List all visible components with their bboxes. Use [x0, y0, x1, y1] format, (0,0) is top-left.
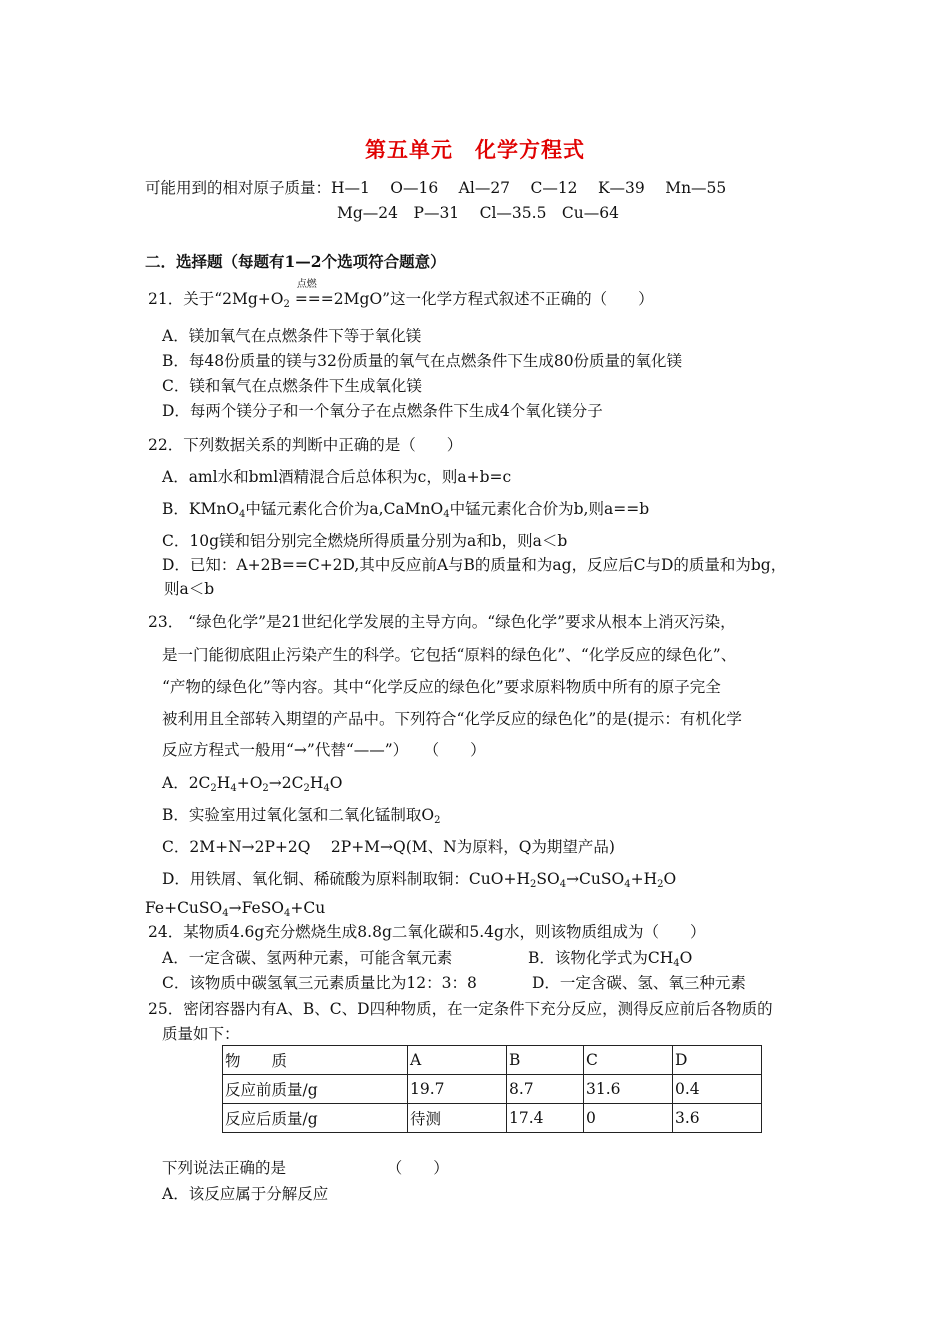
- q23-d2-t0: Fe+CuSO: [145, 899, 223, 917]
- q22-option-d-line2: 则a＜b: [164, 580, 215, 598]
- q24-option-a: A．一定含碳、氢两种元素，可能含氧元素: [162, 949, 453, 967]
- q23-option-d-line2: [145, 899, 325, 919]
- q23-d2-t4: +Cu: [290, 899, 326, 917]
- q21-eq: ==: [294, 290, 321, 308]
- q21-option-a: A．镁加氧气在点燃条件下等于氧化镁: [162, 327, 422, 345]
- table-cell: 待测: [408, 1104, 507, 1133]
- q23-a-t4: +O: [236, 774, 263, 792]
- table-cell: A: [408, 1046, 507, 1075]
- q22-option-d-line1: D．已知：A+2B==C+2D,其中反应前A与B的质量和为ag，反应后C与D的质量和为bg，: [162, 556, 787, 574]
- q23-line5: 反应方程式一般用“→”代替“——”） （ ）: [162, 741, 486, 759]
- q23-d-s3: 4: [559, 879, 567, 890]
- q23-a-t8: H: [309, 774, 324, 792]
- q22-b-part2: 中锰元素化合价为a,CaMnO: [245, 500, 444, 518]
- q23-a-s5: 2: [262, 783, 269, 794]
- q21-sub: 2: [283, 299, 290, 310]
- q23-d-s5: 4: [624, 879, 631, 890]
- q23-line2: 是一门能彻底阻止污染产生的科学。它包括“原料的绿色化”、“化学反应的绿色化”、: [162, 646, 737, 664]
- table-cell: 17.4: [507, 1104, 584, 1133]
- table-cell: C: [584, 1046, 673, 1075]
- atomic-mass-line2: Mg—24 P—31 Cl—35.5 Cu—64: [337, 204, 619, 222]
- q23-a-s3: 4: [230, 783, 237, 794]
- q22-b-sub2: 4: [443, 509, 450, 520]
- q22-b-part3: 中锰元素化合价为b,则a==b: [449, 500, 650, 518]
- table-row: [223, 1046, 762, 1075]
- q25-option-a: A．该反应属于分解反应: [162, 1185, 329, 1203]
- table-cell: 0.4: [673, 1075, 762, 1104]
- q21-condition-label: 点燃: [296, 279, 317, 290]
- q24-b-s1: 4: [673, 958, 680, 969]
- q23-option-a: [162, 771, 343, 794]
- q23-option-c: C．2M+N→2P+2Q 2P+M→Q(M、N为原料，Q为期望产品): [162, 838, 615, 856]
- q23-a-s7: 2: [303, 783, 310, 794]
- table-cell: 19.7: [408, 1075, 507, 1104]
- q23-a-t6: →2C: [268, 774, 304, 792]
- mass-table: [222, 1045, 762, 1133]
- q21-stem: [148, 279, 654, 310]
- table-cell: 反应前质量/g: [223, 1075, 408, 1104]
- q22-option-c: C．10g镁和铝分别完全燃烧所得质量分别为a和b，则a＜b: [162, 532, 568, 550]
- q23-line3: “产物的绿色化”等内容。其中“化学反应的绿色化”要求原料物质中所有的原子完全: [162, 678, 721, 696]
- table-row: [223, 1075, 762, 1104]
- q24-option-d: D．一定含碳、氢、氧三种元素: [532, 974, 746, 992]
- table-cell: 3.6: [673, 1104, 762, 1133]
- q23-d2-t2: →FeSO: [228, 899, 285, 917]
- table-cell: 8.7: [507, 1075, 584, 1104]
- q24-stem: 24．某物质4.6g充分燃烧生成8.8g二氧化碳和5.4g水，则该物质组成为（ ）: [148, 923, 706, 941]
- q24-option-c: C．该物质中碳氢氧三元素质量比为12：3：8: [162, 974, 477, 992]
- q22-option-a: A．aml水和bml酒精混合后总体积为c，则a+b=c: [162, 468, 512, 486]
- q23-b-sub: 2: [434, 815, 441, 826]
- q23-a-s1: 2: [210, 783, 217, 794]
- q23-d2-s3: 4: [284, 908, 291, 919]
- q22-b-part1: B．KMnO: [162, 500, 240, 518]
- q23-option-b: [162, 803, 440, 826]
- q23-b-text: B．实验室用过氧化氢和二氧化锰制取O: [162, 806, 435, 824]
- q25-line2: 质量如下：: [162, 1025, 240, 1043]
- q21-stem-pre: 21．关于“2Mg+O: [148, 290, 284, 308]
- q23-a-t10: O: [329, 774, 343, 792]
- q21-option-c: C．镁和氧气在点燃条件下生成氧化镁: [162, 377, 422, 395]
- q22-option-b: [162, 497, 649, 520]
- q24-b-t0: B．该物化学式为CH: [528, 949, 674, 967]
- q23-d-s7: 2: [657, 879, 664, 890]
- q23-d-t4: →CuSO: [566, 870, 625, 888]
- table-cell: 0: [584, 1104, 673, 1133]
- q23-line1: 23． “绿色化学”是21世纪化学发展的主导方向。“绿色化学”要求从根本上消灭污染，: [148, 613, 736, 631]
- q25-line1: 25．密闭容器内有A、B、C、D四种物质，在一定条件下充分反应，测得反应前后各物质的: [148, 1000, 773, 1018]
- table-cell: 反应后质量/g: [223, 1104, 408, 1133]
- q21-option-d: D．每两个镁分子和一个氧分子在点燃条件下生成4个氧化镁分子: [162, 402, 603, 420]
- q23-line4: 被利用且全部转入期望的产品中。下列符合“化学反应的绿色化”的是(提示：有机化学: [162, 710, 742, 728]
- q24-option-b: [528, 946, 692, 969]
- q23-d-s1: 2: [529, 879, 537, 890]
- q23-d2-s1: 4: [222, 908, 229, 919]
- q21-stem-post: =2MgO”这一化学方程式叙述不正确的（ ）: [320, 290, 654, 308]
- q23-a-t2: H: [216, 774, 231, 792]
- q23-a-s9: 4: [323, 783, 330, 794]
- q21-condition: [294, 279, 321, 308]
- q23-d-t8: O: [663, 870, 677, 888]
- table-cell: D: [673, 1046, 762, 1075]
- table-cell: B: [507, 1046, 584, 1075]
- q25-after: 下列说法正确的是 （ ）: [162, 1159, 449, 1177]
- table-cell: 31.6: [584, 1075, 673, 1104]
- q23-d-t2: SO: [536, 870, 560, 888]
- q21-option-b: B．每48份质量的镁与32份质量的氧气在点燃条件下生成80份质量的氧化镁: [162, 352, 683, 370]
- q23-a-t0: A．2C: [162, 774, 211, 792]
- q23-option-d: [162, 867, 676, 890]
- q24-b-t2: O: [679, 949, 693, 967]
- q23-d-t0: D．用铁屑、氧化铜、稀硫酸为原料制取铜：CuO+H: [162, 870, 530, 888]
- page-title: 第五单元 化学方程式: [365, 137, 585, 162]
- section-heading: 二．选择题（每题有1—2个选项符合题意）: [145, 252, 446, 271]
- atomic-mass-line1: 可能用到的相对原子质量：H—1 O—16 Al—27 C—12 K—39 Mn—55: [145, 179, 727, 197]
- q22-stem: 22．下列数据关系的判断中正确的是（ ）: [148, 436, 463, 454]
- table-row: [223, 1104, 762, 1133]
- table-cell: 物 质: [223, 1046, 408, 1075]
- q22-b-sub1: 4: [239, 509, 246, 520]
- q23-d-t6: +H: [630, 870, 658, 888]
